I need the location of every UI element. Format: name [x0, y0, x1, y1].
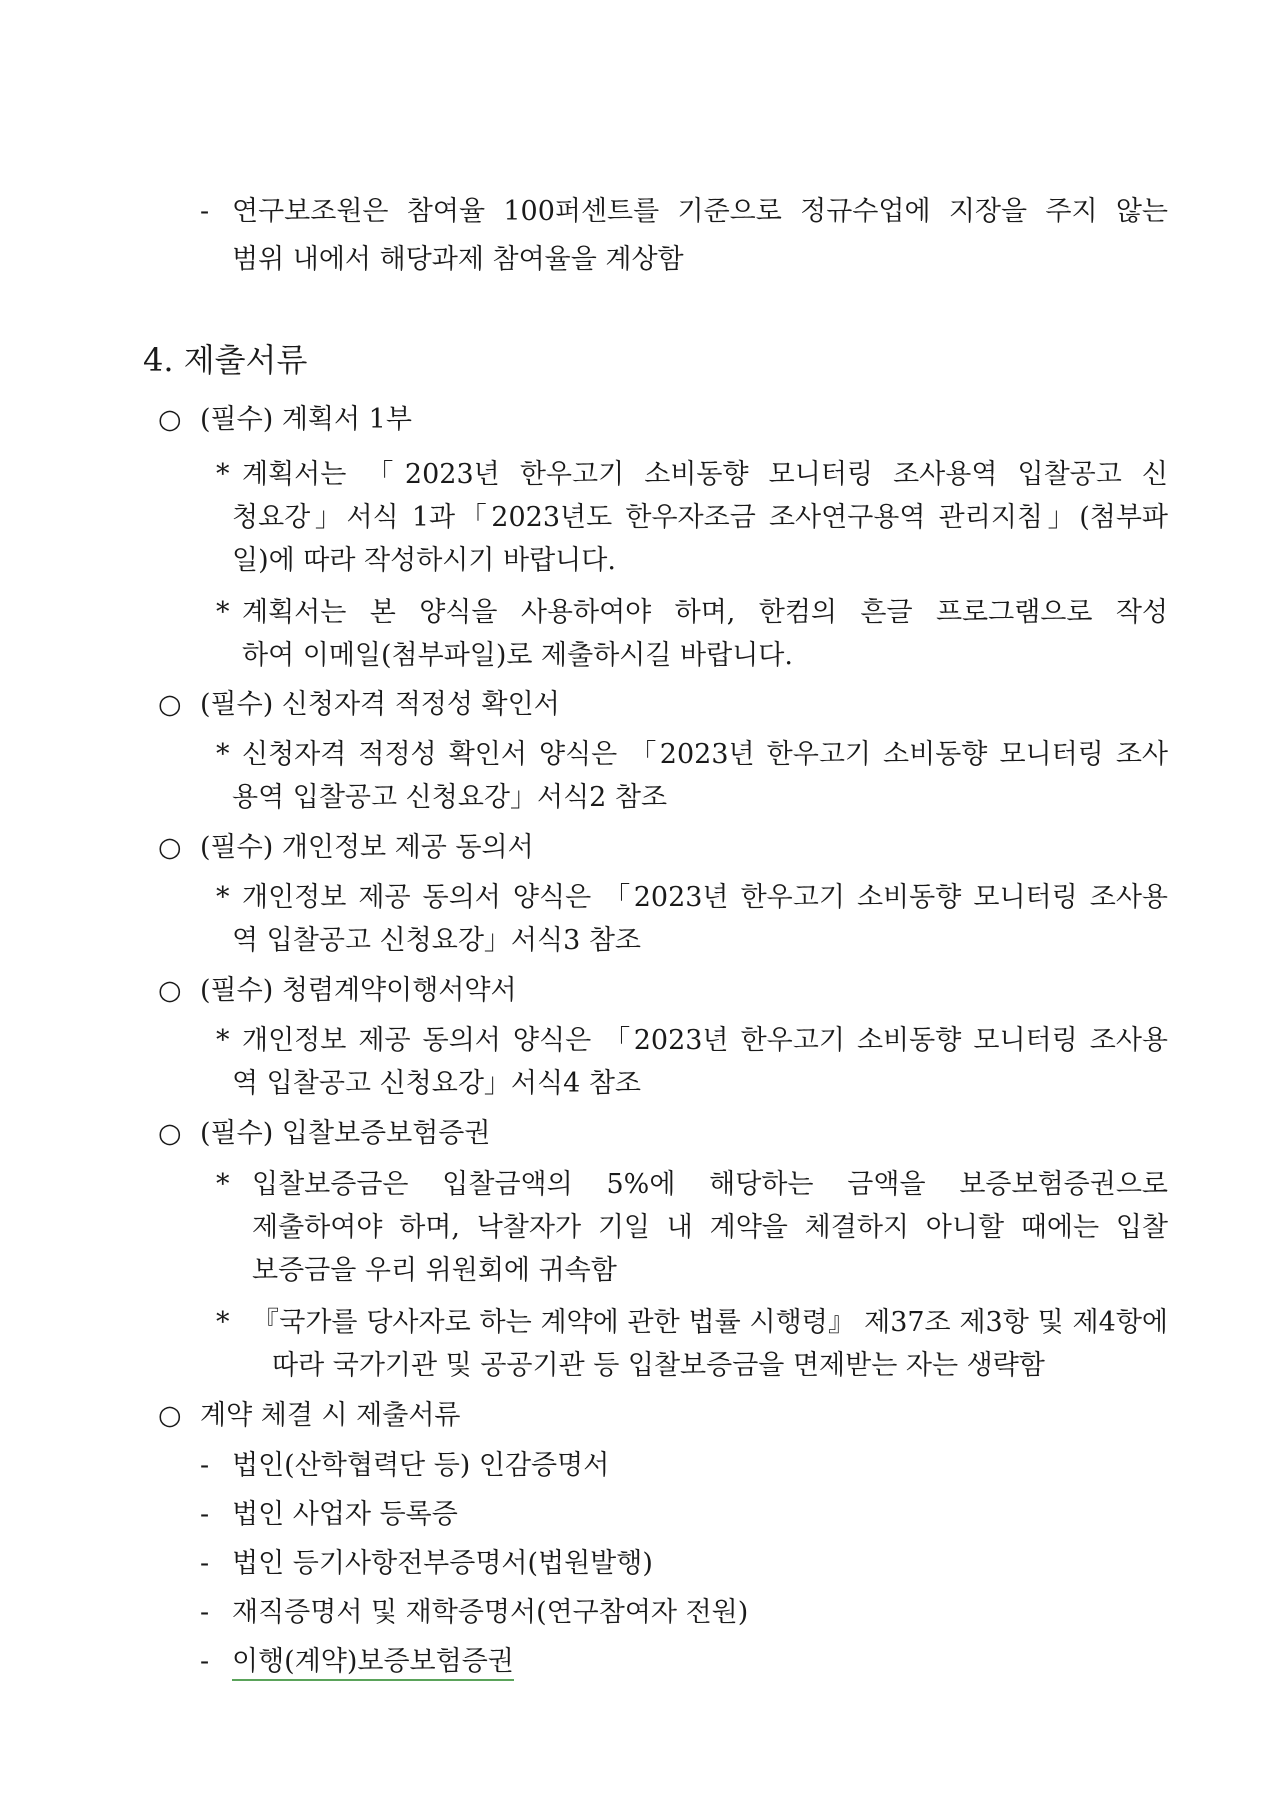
asterisk-marker: *	[216, 1169, 230, 1200]
item-label: 계약 체결 시 제출서류	[200, 1400, 461, 1431]
note-line: 『국가를 당사자로 하는 계약에 관한 법률 시행령』 제37조 제3항 및 제4항에	[252, 1307, 1168, 1338]
note-line: 따라 국가기관 및 공공기관 등 입찰보증금을 면제받는 자는 생략함	[272, 1350, 1045, 1381]
subitem-underlined	[232, 1644, 514, 1680]
subitem: 재직증명서 및 재학증명서(연구참여자 전원)	[232, 1597, 749, 1628]
circle-marker: ○	[158, 689, 182, 720]
note-line: 청요강」서식 1과「2023년도 한우자조금 조사연구용역 관리지침」(첨부파	[232, 502, 1168, 533]
item-label: (필수) 신청자격 적정성 확인서	[200, 689, 560, 720]
note-line: 개인정보 제공 동의서 양식은 「2023년 한우고기 소비동향 모니터링 조사용	[242, 882, 1168, 913]
circle-marker: ○	[158, 1118, 182, 1149]
item-label: (필수) 계획서 1부	[200, 404, 412, 435]
note-line: 역 입찰공고 신청요강」서식3 참조	[232, 925, 641, 956]
dash-marker: -	[200, 1597, 210, 1628]
subitem: 법인 사업자 등록증	[232, 1499, 458, 1530]
asterisk-marker: *	[216, 597, 230, 628]
underlined-text: 이행(계약)보증보험증권	[232, 1646, 514, 1681]
dash-marker: -	[200, 1646, 210, 1677]
note-line: 일)에 따라 작성하시기 바랍니다.	[232, 545, 616, 576]
subitem: 법인 등기사항전부증명서(법원발행)	[232, 1548, 653, 1579]
circle-marker: ○	[158, 975, 182, 1006]
intro-line-1: 연구보조원은 참여율 100퍼센트를 기준으로 정규수업에 지장을 주지 않는	[232, 196, 1168, 227]
note-line: 신청자격 적정성 확인서 양식은 「2023년 한우고기 소비동향 모니터링 조사	[242, 739, 1168, 770]
circle-marker: ○	[158, 1400, 182, 1431]
dash-marker: -	[200, 196, 210, 227]
asterisk-marker: *	[216, 1307, 230, 1338]
dash-marker: -	[200, 1499, 210, 1530]
note-line: 보증금을 우리 위원회에 귀속함	[252, 1255, 617, 1286]
note-line: 개인정보 제공 동의서 양식은 「2023년 한우고기 소비동향 모니터링 조사용	[242, 1025, 1168, 1056]
note-line: 입찰보증금은 입찰금액의 5%에 해당하는 금액을 보증보험증권으로	[252, 1169, 1168, 1200]
note-line: 하여 이메일(첨부파일)로 제출하시길 바랍니다.	[242, 640, 793, 671]
note-line: 역 입찰공고 신청요강」서식4 참조	[232, 1068, 641, 1099]
note-line: 제출하여야 하며, 낙찰자가 기일 내 계약을 체결하지 아니할 때에는 입찰	[252, 1212, 1168, 1243]
asterisk-marker: *	[216, 882, 230, 913]
item-label: (필수) 입찰보증보험증권	[200, 1118, 491, 1149]
circle-marker: ○	[158, 832, 182, 863]
asterisk-marker: *	[216, 1025, 230, 1056]
dash-marker: -	[200, 1548, 210, 1579]
item-label: (필수) 개인정보 제공 동의서	[200, 832, 534, 863]
section-title: 4. 제출서류	[143, 341, 308, 379]
note-line: 계획서는 본 양식을 사용하여야 하며, 한컴의 흔글 프로그램으로 작성	[242, 597, 1168, 628]
item-label: (필수) 청렴계약이행서약서	[200, 975, 517, 1006]
asterisk-marker: *	[216, 739, 230, 770]
note-line: 용역 입찰공고 신청요강」서식2 참조	[232, 782, 668, 813]
dash-marker: -	[200, 1450, 210, 1481]
note-line: 계획서는 「2023년 한우고기 소비동향 모니터링 조사용역 입찰공고 신	[242, 459, 1168, 490]
intro-line-2: 범위 내에서 해당과제 참여율을 계상함	[232, 244, 684, 275]
subitem: 법인(산학협력단 등) 인감증명서	[232, 1450, 610, 1481]
circle-marker: ○	[158, 404, 182, 435]
asterisk-marker: *	[216, 459, 230, 490]
